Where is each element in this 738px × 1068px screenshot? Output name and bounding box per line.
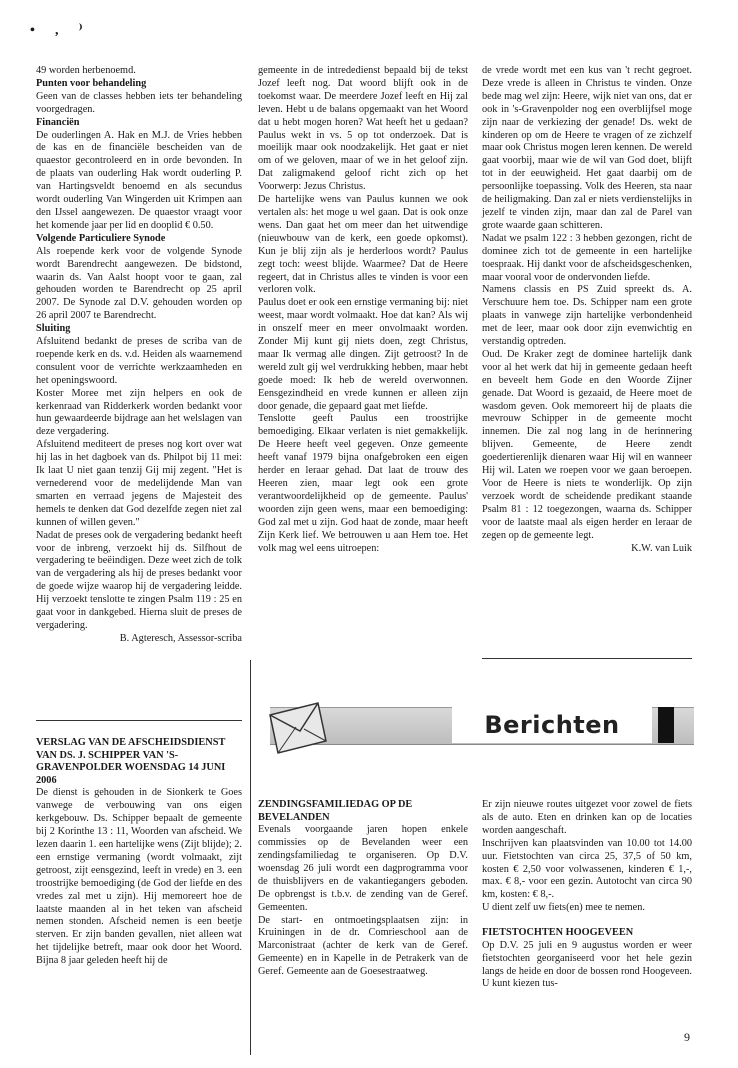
section-divider-left: [36, 720, 242, 721]
paragraph: Nadat de preses ook de vergadering bedankt heeft voor de inbreng, verzoekt hij ds. Silfhout de vergadering te beëindigen. Deze weet zich de tolk van de vergadering als hij de preses bedankt voor de goede wijze waarop hij de vergadering leidde. Hij verzoekt tenslotte te zingen Psalm 119 : 25 en gaat voor in dankgebed. Hierna sluit de preses de vergadering.: [36, 529, 242, 631]
paragraph: Paulus doet er ook een ernstige vermaning bij: niet weest, maar wordt volmaakt. Hoe dat kan? Als wij in onszelf meer en meer onvolmaakt worden. Zonder Mij kunt gij niets doen, zegt Christus, maar Ik vermag alle dingen. Zijt getroost? In de wereld zult gij wel verdrukking hebben, maar hebt goede moed: Ik heb de wereld overwonnen. Eensgezindheid en vrede kunnen er alleen zijn door genade, die gepaard gaat met liefde.: [258, 297, 468, 412]
paragraph: Er zijn nieuwe routes uitgezet voor zowel de fiets als de auto. Eten en drinken kan op de locaties worden aangeschaft.: [482, 799, 692, 836]
paragraph: Namens classis en PS Zuid spreekt ds. A. Verschuure hem toe. Ds. Schipper nam een grote plaats in vanwege zijn hartelijke verbondenheid met de leer, maar ook door zijn evenwichtig en verstandig optreden.: [482, 284, 692, 348]
paragraph: Afsluitend bedankt de preses de scriba van de roepende kerk en ds. v.d. Heiden als waarnemend consulent voor de verrichte werkzaamheden en het openingswoord.: [36, 336, 242, 386]
column-3: [482, 65, 692, 555]
page-number: 9: [684, 1030, 690, 1044]
paragraph: De hartelijke wens van Paulus kunnen we ook vertalen als: het moge u wel gaan. Dat is ook onze wens. Dan gaat het om meer dan het uitwendige (nieuwbouw van de kerk, een goede opkomst). Kun je blij zijn als je herderloos wordt? Paulus zegt toch: weest blijde. Waarmee? Dat de Heere regeert, dat in Christus alles te vinden is voor een verloren volk.: [258, 194, 468, 296]
spacer: [482, 915, 692, 927]
paragraph: de vrede wordt met een kus van 't recht gegroet. Deze vrede is alleen in Christus te vinden. Onze bede mag wel zijn: Heere, wijk niet van ons, dat er ook in 's-Gravenpolder nog een overblijfsel moge zijn naar de verkiezing der genade! Ds. wekt de kinderen op om de Heere te vragen of ze zichzelf maar ook Christus mogen leren kennen. De wereld gaat voorbij, maar wie de wil van God doet, blijft tot in der eeuwigheid. Het gaat daarbij om de persoonlijke toepassing. Volk des Heeren, sta naar de heiligmaking. Dan zal er niets verdienstelijks in jezelf te vinden zijn, maar dan zal de Parel van grote waarde gaan schitteren.: [482, 65, 692, 231]
paragraph: Nadat we psalm 122 : 3 hebben gezongen, richt de dominee zich tot de gemeente in een hartelijke toespraak. Hij dankt voor de afscheidsgeschenken, maar vooral voor de ondervonden liefde.: [482, 232, 692, 283]
paragraph: De ouderlingen A. Hak en M.J. de Vries hebben de kas en de financiële bescheiden van de quaestor gecontroleerd en in orde bevonden. In de plaats van ouderling Hak wordt ouderling P. van Hartingsveldt benoemd en als secundus wordt ouderling Van Wingerden uit Krimpen aan den IJssel aangewezen. De quaestor vraagt voor het komende jaar per lid en dooplid € 0.50.: [36, 129, 242, 231]
paragraph: Evenals voorgaande jaren hopen enkele commissies op de Bevelanden weer een zendingsfamiliedag te organiseren. Op D.V. woensdag 26 juli wordt een dagprogramma voor de thuisblijvers en de vakantiegangers geboden. De opbrengst is t.b.v. de zending van de Geref. Gemeenten.: [258, 824, 468, 913]
paragraph: De start- en ontmoetingsplaatsen zijn: in Kruiningen in de dr. Comrieschool aan de Marconistraat (achter de kerk van de Geref. Gemeente) en in Kapelle in de Petrakerk van de Geref. Gemeente aan de Goesestraatweg.: [258, 914, 468, 978]
paragraph: U dient zelf uw fiets(en) mee te nemen.: [482, 902, 645, 914]
paragraph: Op D.V. 25 juli en 9 augustus worden er weer fietstochten georganiseerd voor het hele gezin langs de heide en door de bossen rond Hoogeveen. U kunt kiezen tus-: [482, 939, 692, 990]
page-corner-marks: • ‚ ⁾: [30, 23, 91, 38]
banner-title: Berichten: [452, 707, 652, 743]
envelope-icon: [262, 693, 334, 759]
paragraph: Tenslotte geeft Paulus een troostrijke bemoediging. Elkaar verlaten is niet gemakkelijk. De Heere heeft veel gegeven. Onze gemeente heeft vanaf 1979 bijna onafgebroken een eigen herder en leraar gehad. Dat laat de trouw des Heeren zien, maar legt ook een grote verantwoordelijkheid op de gemeente. Paulus' woorden zijn geen wens, maar een bemoediging: God zal met u zijn. God haat de zonde, maar heeft Zijn Kerk lief. We betrouwen u aan Hem toe. Het volk mag wel eens uitroepen:: [258, 413, 468, 554]
article-heading: FIETSTOCHTEN HOOGEVEEN: [482, 927, 634, 939]
berichten-banner: [262, 693, 694, 761]
paragraph: De dienst is gehouden in de Sionkerk te Goes vanwege de verbouwing van ons eigen kerkgebouw. Ds. Schipper bepaalt de gemeente bij 2 Korinthe 13 : 11, Woorden van afscheid. We lezen daarin 1. een hartelijke wens (Zijt blijde); 2. een ernstige vermaning (wordt volmaakt, zijt getroost, zijt eensgezind, leeft in vrede) en 3. een troostrijke bemoediging (de God der liefde en des vredes zal met u zijn). Hij memoreert hoe de laatste maanden al in het teken van afscheid nemen stonden. Afscheid nemen is een beetje sterven. Er zijn banden gevallen, niet alleen wat het tijdelijke betreft, maar ook door het Woord. Bijna 8 jaar geleden heeft hij de: [36, 787, 242, 967]
section-heading: Sluiting: [36, 323, 71, 335]
signature: K.W. van Luik: [631, 542, 692, 554]
paragraph: Geen van de classes hebben iets ter behandeling voorgedragen.: [36, 90, 242, 115]
column-2: [258, 65, 468, 555]
paragraph: Afsluitend mediteert de preses nog kort over wat hij las in het dagboek van ds. Philpot bij 11 mei: Ik laat U niet gaan tenzij Gij mij zegent. "Het is vernederend voor de medelijdende Man van smarten en verraad jegens de Majesteit des hemels te denken dat God dezelfde zegen niet zal kunnen of willen geven.": [36, 439, 242, 528]
paragraph: Inschrijven kan plaatsvinden van 10.00 tot 14.00 uur. Fietstochten van circa 25, 37,5 of 50 km, kosten € 2,50 voor volwassenen, kinderen € 1,-, max. € 8,- voor een gezin. Autotocht van circa 90 km, kosten: € 8,-.: [482, 837, 692, 901]
banner-black-block: [658, 707, 674, 743]
column-divider: [250, 660, 251, 1055]
signature: B. Agteresch, Assessor-scriba: [119, 632, 242, 644]
column-5-zendingsfamiliedag: [258, 799, 468, 979]
column-4-verslag-article: [36, 737, 242, 968]
paragraph: 49 worden herbenoemd.: [36, 65, 136, 76]
section-heading: Volgende Particuliere Synode: [36, 232, 166, 244]
article-heading: VERSLAG VAN DE AFSCHEIDSDIENST VAN DS. J. SCHIPPER VAN 'S-GRAVENPOLDER WOENSDAG 14 JUNI 2006: [36, 737, 226, 786]
section-heading: Punten voor behandeling: [36, 77, 147, 89]
column-3-end-rule: [482, 658, 692, 659]
paragraph: Oud. De Kraker zegt de dominee hartelijk dank voor al het werk dat hij in gemeente gedaan heeft en beveelt hem Gode en den Woorde Zijner genade. Dat Woord is gezaaid, de Heere moet de wasdom geven. Ook memoreert hij de plaats die mevrouw Schipper in de gemeente mocht innemen. Die zal nog lang in de herinnering blijven. Gemeente, de Heere zendt goedertierenlijk dienaren waar Hij wil en wanneer Hij wil. Laten we roepen voor we gaan beroepen. Voor de Heere is niets te wonderlijk. Op zijn verzoek wordt de scheidende predikant staande Psalm 81 : 12 toegezongen, waarna ds. Schipper voor de laatste maal als eigen herder en leraar de zegen op de gemeente legt.: [482, 348, 692, 541]
column-1: [36, 65, 242, 646]
article-heading: ZENDINGSFAMILIEDAG OP DE BEVELANDEN: [258, 799, 413, 823]
section-heading: Financiën: [36, 116, 80, 128]
paragraph: Koster Moree met zijn helpers en ook de kerkenraad van Ridderkerk worden bedankt voor hun gewaardeerde bijdrage aan het welslagen van deze vergadering.: [36, 387, 242, 438]
column-6-fietstochten: [482, 799, 692, 991]
paragraph: gemeente in de intrededienst bepaald bij de tekst Jozef leeft nog. Dat woord blijft ook in de toekomst waar. De meerdere Jozef leeft en Hij zal leven. Hebt u de balans opgemaakt van het Woord dat u hebt mogen horen? Wat heeft het u gedaan? Paulus wekt in vs. 5 op tot onderzoek. Dat is moeilijk maar ook noodzakelijk. Het gaat er niet om of we geloven, maar of we in het geloof zijn. Dat zaligmakend geloof richt zich op het Voorwerp: Jezus Christus.: [258, 65, 468, 193]
paragraph: Als roepende kerk voor de volgende Synode wordt Barendrecht aangewezen. De bidstond, waarin ds. Van Aalst hoopt voor te gaan, zal gehouden worden te Barendrecht op 25 april 2007. De Synode zal D.V. gehouden worden op 26 april 2007 te Barendrecht.: [36, 245, 242, 322]
